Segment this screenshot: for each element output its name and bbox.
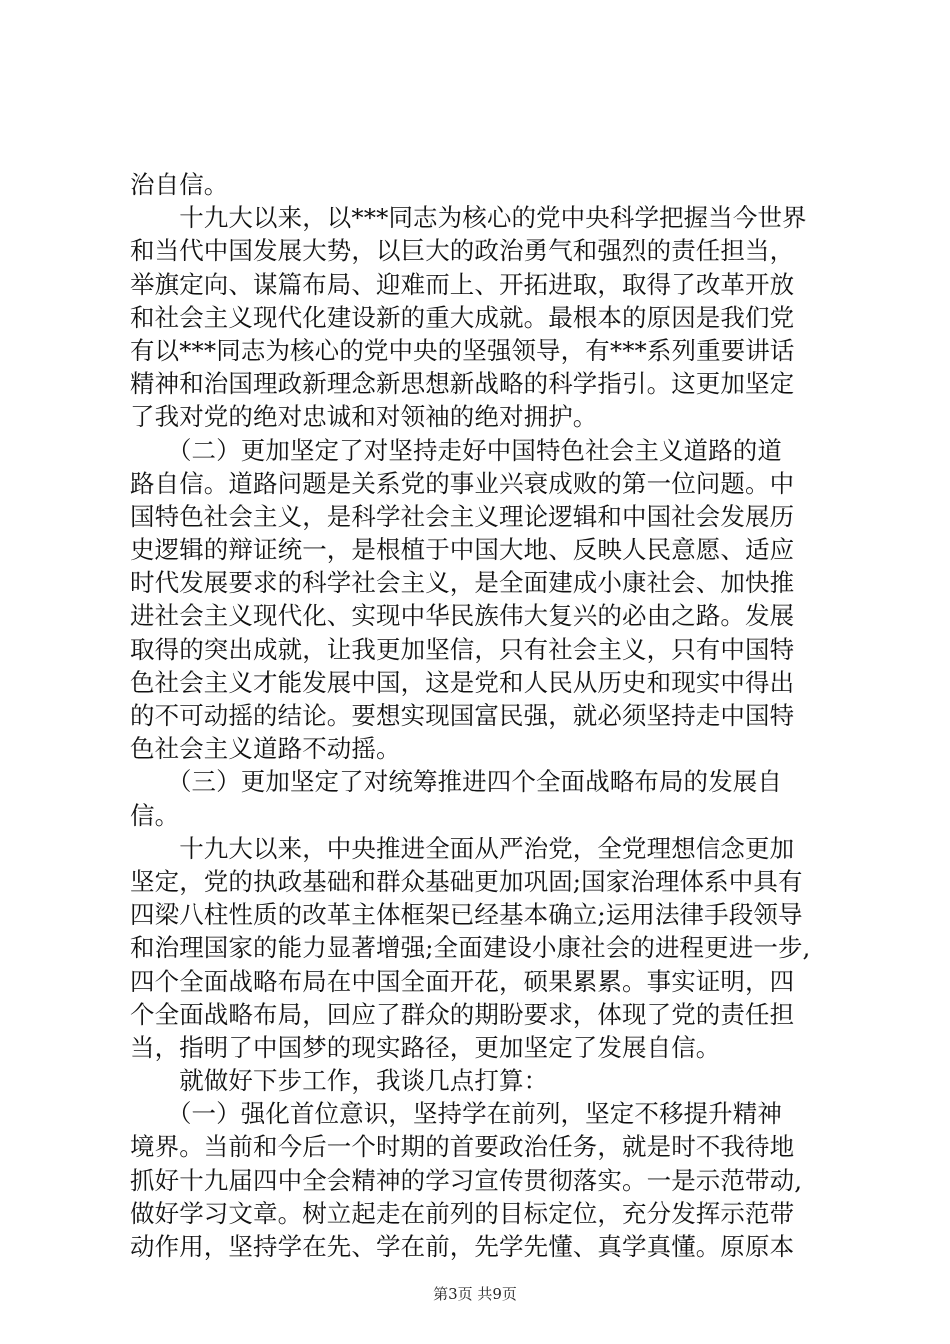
- text-line: 举旗定向、谋篇布局、迎难而上、开拓进取，取得了改革开放: [130, 269, 795, 299]
- text-line: 就做好下步工作，我谈几点打算：: [130, 1066, 549, 1096]
- text-line: 路自信。道路问题是关系党的事业兴衰成败的第一位问题。中: [130, 468, 795, 498]
- text-line: 抓好十九届四中全会精神的学习宣传贯彻落实。一是示范带动,: [130, 1165, 803, 1195]
- text-line: 的不可动摇的结论。要想实现国富民强，就必须坚持走中国特: [130, 701, 795, 730]
- text-line: 动作用，坚持学在先、学在前，先学先懂、真学真懂。原原本: [130, 1232, 795, 1261]
- text-line: 和当代中国发展大势，以巨大的政治勇气和强烈的责任担当，: [130, 236, 795, 266]
- text-line: 进社会主义现代化、实现中华民族伟大复兴的必由之路。发展: [130, 601, 795, 631]
- text-line: 色社会主义才能发展中国，这是党和人民从历史和现实中得出: [130, 667, 795, 697]
- text-line: （三）更加坚定了对统筹推进四个全面战略布局的发展自: [130, 767, 782, 797]
- text-line: 做好学习文章。树立起走在前列的目标定位，充分发挥示范带: [130, 1198, 795, 1228]
- text-line: 当，指明了中国梦的现实路径，更加坚定了发展自信。: [130, 1032, 721, 1062]
- text-line: 和社会主义现代化建设新的重大成就。最根本的原因是我们党: [130, 302, 795, 332]
- text-line: 四梁八柱性质的改革主体框架已经基本确立;运用法律手段领导: [130, 900, 803, 930]
- text-line: 国特色社会主义，是科学社会主义理论逻辑和中国社会发展历: [130, 501, 795, 531]
- text-line: 了我对党的绝对忠诚和对领袖的绝对拥护。: [130, 402, 598, 432]
- text-line: 十九大以来，以***同志为核心的党中央科学把握当今世界: [130, 203, 807, 233]
- text-line: 精神和治国理政新理念新思想新战略的科学指引。这更加坚定: [130, 369, 795, 399]
- text-line: 境界。当前和今后一个时期的首要政治任务，就是时不我待地: [130, 1132, 795, 1162]
- text-line: 坚定，党的执政基础和群众基础更加巩固;国家治理体系中具有: [130, 866, 803, 896]
- text-line: 治自信。: [130, 170, 229, 199]
- page-number-footer: 第3页 共9页: [433, 1285, 517, 1303]
- text-line: 和治理国家的能力显著增强;全面建设小康社会的进程更进一步,: [130, 933, 811, 963]
- text-line: 十九大以来，中央推进全面从严治党，全党理想信念更加: [130, 833, 795, 863]
- text-line: 取得的突出成就，让我更加坚信，只有社会主义，只有中国特: [130, 634, 795, 664]
- text-line: 信。: [130, 800, 180, 830]
- body-text: [130, 168, 842, 1263]
- text-line: （二）更加坚定了对坚持走好中国特色社会主义道路的道: [130, 435, 782, 465]
- text-line: 个全面战略布局，回应了群众的期盼要求，体现了党的责任担: [130, 999, 795, 1029]
- text-line: （一）强化首位意识，坚持学在前列，坚定不移提升精神: [130, 1099, 782, 1129]
- text-line: 史逻辑的辩证统一，是根植于中国大地、反映人民意愿、适应: [130, 535, 795, 565]
- text-line: 色社会主义道路不动摇。: [130, 734, 401, 764]
- text-line: 四个全面战略布局在中国全面开花，硕果累累。事实证明，四: [130, 966, 795, 996]
- text-line: 有以***同志为核心的党中央的坚强领导，有***系列重要讲话: [130, 335, 795, 365]
- text-line: 时代发展要求的科学社会主义，是全面建成小康社会、加快推: [130, 568, 795, 598]
